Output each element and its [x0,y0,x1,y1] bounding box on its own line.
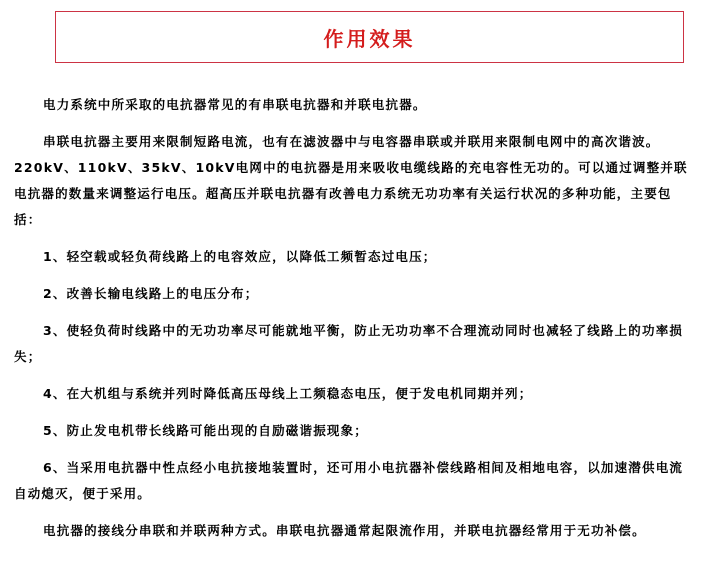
list-item-5: 5、防止发电机带长线路可能出现的自励磁谐振现象； [43,423,368,438]
paragraph-wiring: 电抗器的接线分串联和并联两种方式。串联电抗器通常起限流作用，并联电抗器经常用于无功补偿。 [43,523,646,538]
paragraph-intro: 电力系统中所采取的电抗器常见的有串联电抗器和并联电抗器。 [43,97,427,112]
list-item-3: 3、使轻负荷时线路中的无功功率尽可能就地平衡，防止无功功率不合理流动同时也减轻了线路上的功率损失； [14,323,684,364]
list-item-1: 1、轻空载或轻负荷线路上的电容效应，以降低工频暂态过电压； [43,249,437,264]
title-box [55,11,684,63]
list-item-6: 6、当采用电抗器中性点经小电抗接地装置时，还可用小电抗器补偿线路相间及相地电容，以加速潜供电流自动熄灭，便于采用。 [14,460,684,501]
paragraph-series-reactor: 串联电抗器主要用来限制短路电流，也有在滤波器中与电容器串联或并联用来限制电网中的高次谐波。 220kV、110kV、35kV、10kV电网中的电抗器是用来吸收电缆线路的充电容性无功的。可以通过调整并联电抗器的数量来调整运行电压。超高压并联电抗器有改善电力系统无功功率有关运行状况的多种功能，主要包括： [14,134,688,227]
list-item-2: 2、改善长输电线路上的电压分布； [43,286,259,301]
article-body [14,92,694,555]
list-item-4: 4、在大机组与系统并列时降低高压母线上工频稳态电压，便于发电机同期并列； [43,386,533,401]
page-title: 作用效果 [323,26,416,51]
